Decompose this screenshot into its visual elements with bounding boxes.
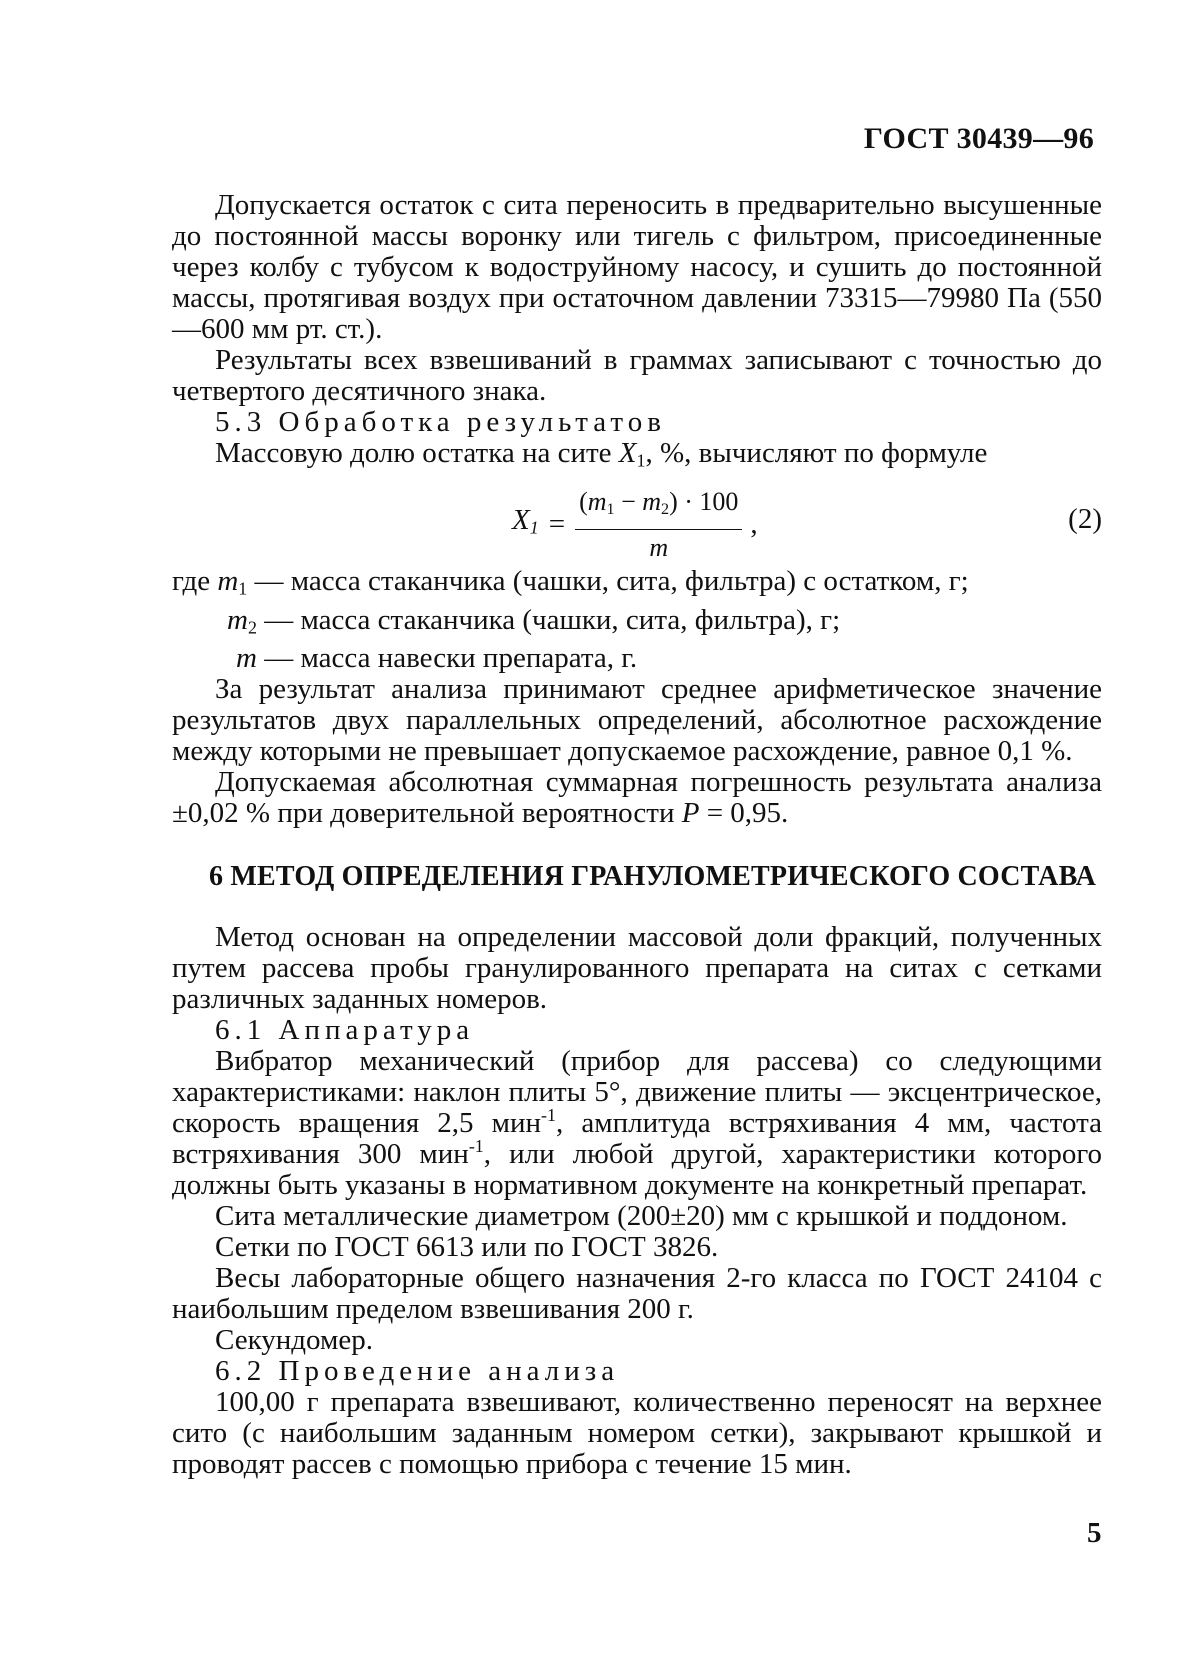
paragraph-stopwatch: Секундомер. [215,1324,373,1357]
page-number: 5 [1087,1517,1102,1549]
definition-m: m — масса навески препарата, г. [236,642,638,675]
paragraph-scales: Весы лабораторные общего назначения 2-го класса по ГОСТ 24104 с наибольшим пределом взвешивания 200 г. [172,1262,1102,1326]
section-6-title: 6 МЕТОД ОПРЕДЕЛЕНИЯ ГРАНУЛОМЕТРИЧЕСКОГО СОСТАВА [209,861,1097,893]
page-content [172,190,1102,1480]
formula-equals: = [548,507,566,540]
paragraph-analysis-procedure: 100,00 г препарата взвешивают, количественно переносят на верхнее сито (с наибольшим заданным номером сетки), закрывают крышкой и проводят рассев с помощью прибора с течение 15 мин. [172,1386,1102,1481]
formula-denominator: m [649,532,669,562]
variable-x: X [618,437,637,469]
paragraph-sieves: Сита металлические диаметром (200±20) мм с крышкой и поддоном. [215,1200,1068,1233]
paragraph-residue-transfer: Допускается остаток с сита переносить в предварительно высушенные до постоянной массы воронку или тигель с фильтром, присоединенные через колбу с тубусом к водоструйному насосу, и сушить до постоянной массы, протягивая воздух при остаточном давлении 73315—79980 Па (550—600 мм рт. ст.). [172,189,1102,345]
formula-numerator: $(m_1 - m_2) \cdot 100$ [575,486,742,529]
formula-body [512,486,758,562]
formula-2 [172,482,1102,560]
formula-number: (2) [1068,503,1102,536]
definition-m2: $m_2$ — масса стаканчика (чашки, сита, фильтра), г; [227,603,841,638]
subsection-5-3-title: 5.3 Обработка результатов [215,406,666,438]
paragraph-vibrator: Вибратор механический (прибор для рассева) со следующими характеристиками: наклон плиты 5°, движение плиты — эксцентрическое, скорость вращения 2,5 мин$^{-1}$, амплитуда встряхивания 4 мм, частота встряхивания 300 мин$^{-1}$, или любой другой, характеристики которого должны быть указаны в нормативном документе на конкретный препарат. [172,1045,1102,1202]
formula-fraction [575,486,742,562]
definition-m1: где $m_1$ — масса стаканчика (чашки, сита, фильтра) с остатком, г; [172,565,969,599]
document-code-header: ГОСТ 30439—96 [863,122,1094,155]
subsection-6-2-title: 6.2 Проведение анализа [215,1355,620,1388]
paragraph-weighing-precision: Результаты всех взвешиваний в граммах записывают с точностью до четвертого десятичного знака. [172,344,1102,407]
formula-comma: , [750,507,758,540]
formula-lhs: $X_1$ [512,504,539,538]
paragraph-error-tolerance: Допускаемая абсолютная суммарная погрешность результата анализа ±0,02 % при доверительной вероятности P = 0,95. [172,766,1102,830]
subsection-6-1-title: 6.1 Аппаратура [215,1014,475,1047]
paragraph-formula-intro: Массовую долю остатка на сите $X_1$, %, вычисляют по формуле [215,437,988,471]
paragraph-result-average: За результат анализа принимают среднее арифметическое значение результатов двух параллельных определений, абсолютное расхождение между которыми не превышает допускаемое расхождение, равное 0,1 %. [172,673,1102,768]
paragraph-method-basis: Метод основан на определении массовой доли фракций, полученных путем рассева пробы гранулированного препарата на ситах с сетками различных заданных номеров. [172,921,1102,1016]
paragraph-meshes: Сетки по ГОСТ 6613 или по ГОСТ 3826. [215,1231,719,1264]
